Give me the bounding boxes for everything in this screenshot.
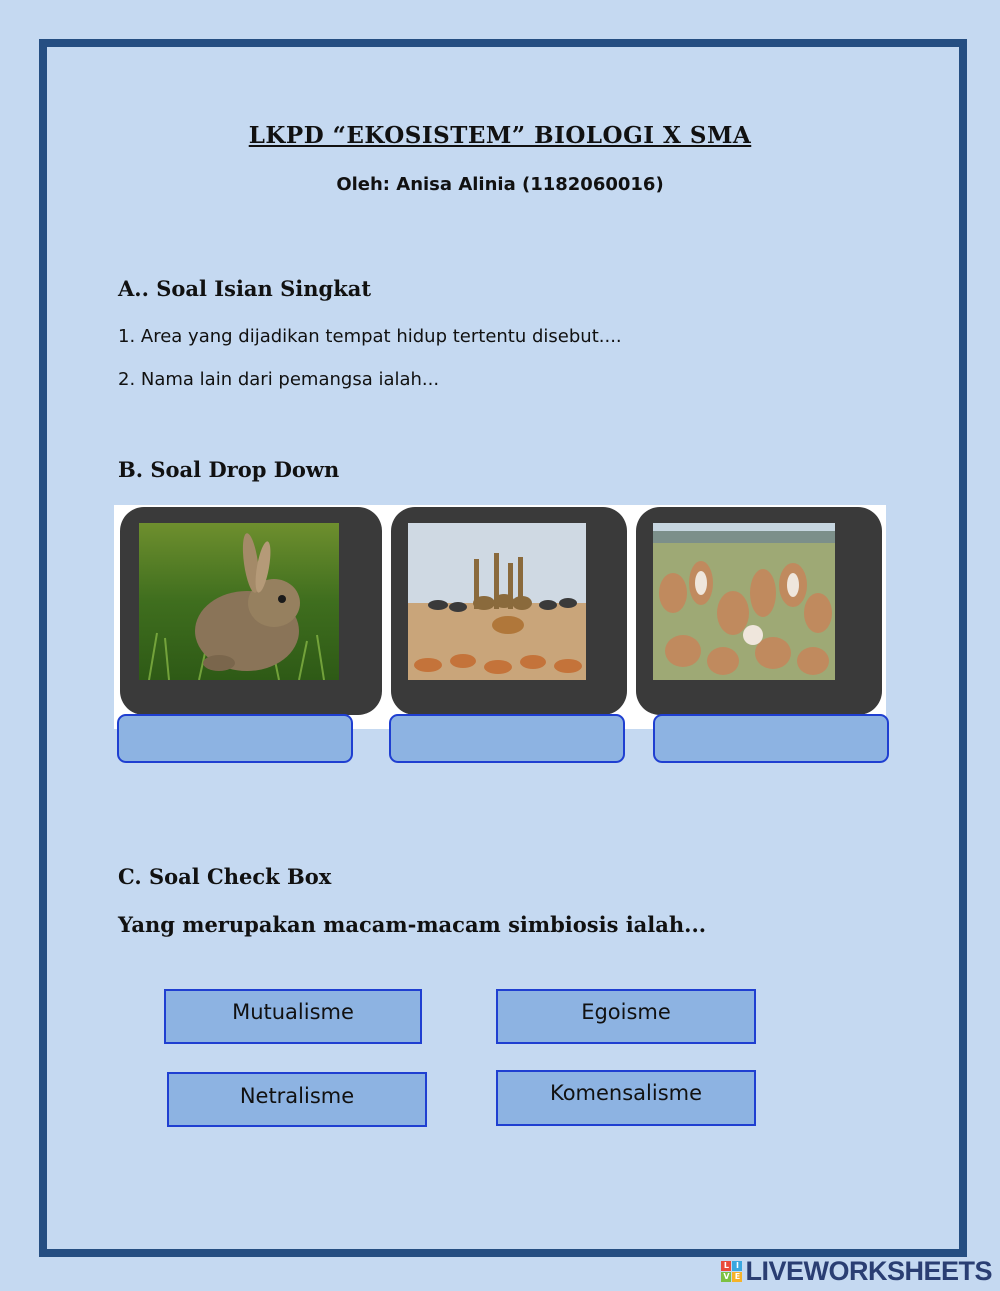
checkbox-question: Yang merupakan macam-macam simbiosis ialah... <box>118 912 707 937</box>
liveworksheets-wordmark: LIVEWORKSHEETS <box>745 1255 992 1286</box>
dropdown-answer-2[interactable] <box>389 714 625 763</box>
rabbit-photo <box>139 523 339 680</box>
option-komensalisme[interactable]: Komensalisme <box>496 1070 756 1126</box>
dropdown-answer-3[interactable] <box>653 714 889 763</box>
option-egoisme[interactable]: Egoisme <box>496 989 756 1044</box>
liveworksheets-logo <box>721 1256 992 1286</box>
worksheet-author: Oleh: Anisa Alinia (1182060016) <box>336 174 664 195</box>
section-a-heading: A.. Soal Isian Singkat <box>118 276 372 301</box>
savanna-animals-photo <box>408 523 586 680</box>
option-mutualisme[interactable]: Mutualisme <box>164 989 422 1044</box>
worksheet-title: LKPD “EKOSISTEM” BIOLOGI X SMA <box>248 122 752 149</box>
liveworksheets-icon: L I V E <box>721 1261 742 1282</box>
rabbit-colony-photo <box>653 523 835 680</box>
section-c-heading: C. Soal Check Box <box>118 864 332 889</box>
section-b-heading: B. Soal Drop Down <box>118 457 340 482</box>
question-1: 1. Area yang dijadikan tempat hidup tertentu disebut.... <box>118 326 622 347</box>
dropdown-answer-1[interactable] <box>117 714 353 763</box>
option-netralisme[interactable]: Netralisme <box>167 1072 427 1127</box>
question-2: 2. Nama lain dari pemangsa ialah... <box>118 369 440 390</box>
